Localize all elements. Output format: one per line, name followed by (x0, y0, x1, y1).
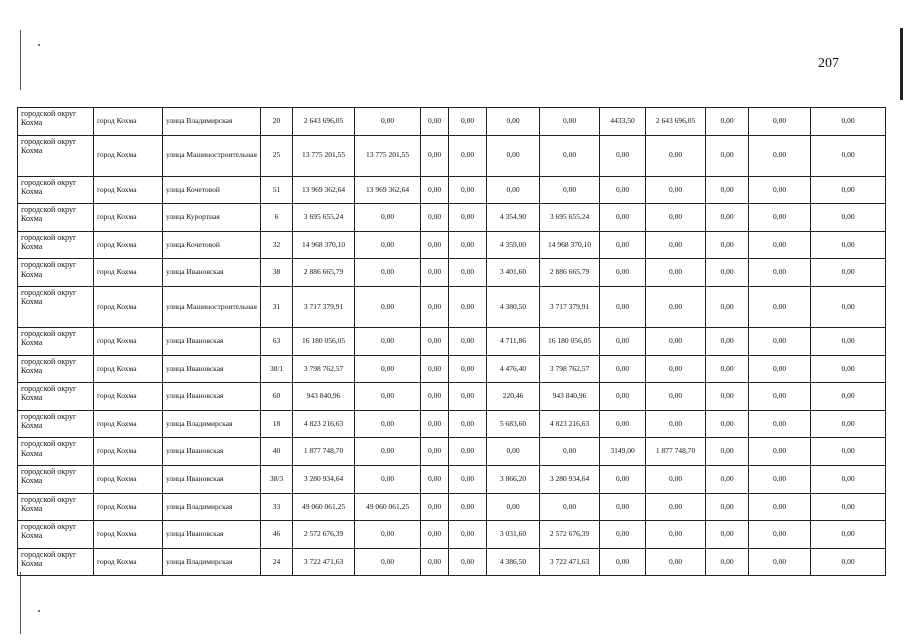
cell-c8: 0,00 (646, 327, 706, 355)
cell-street: улица Ивановская (163, 438, 261, 466)
cell-c3: 0,00 (421, 108, 449, 136)
cell-c5: 5 683,60 (487, 410, 540, 438)
cell-c2: 0,00 (355, 327, 421, 355)
cell-street: улица Ивановская (163, 327, 261, 355)
cell-house: 60 (261, 383, 293, 411)
cell-c6: 0,00 (540, 135, 600, 176)
cell-c8: 0,00 (646, 231, 706, 259)
cell-city: город Кохма (94, 383, 163, 411)
cell-c5: 0,00 (487, 108, 540, 136)
cell-city: город Кохма (94, 355, 163, 383)
cell-house: 33 (261, 493, 293, 521)
cell-c11: 0,00 (811, 410, 886, 438)
cell-c5: 3 401,60 (487, 259, 540, 287)
cell-c4: 0,00 (449, 493, 487, 521)
cell-c4: 0,00 (449, 108, 487, 136)
cell-c2: 0,00 (355, 548, 421, 576)
cell-c11: 0,00 (811, 383, 886, 411)
cell-region: городской округ Кохма (18, 176, 94, 204)
cell-c8: 0,00 (646, 286, 706, 327)
cell-street: улица Владимирская (163, 493, 261, 521)
cell-c4: 0,00 (449, 465, 487, 493)
cell-house: 20 (261, 108, 293, 136)
cell-c4: 0,00 (449, 548, 487, 576)
cell-c5: 220,46 (487, 383, 540, 411)
cell-city: город Кохма (94, 204, 163, 232)
cell-c9: 0,00 (706, 259, 749, 287)
cell-c9: 0,00 (706, 548, 749, 576)
margin-mark-bottom (20, 572, 21, 634)
cell-c6: 0,00 (540, 438, 600, 466)
cell-c6: 3 717 379,91 (540, 286, 600, 327)
table-row (18, 383, 886, 411)
cell-c1: 943 840,96 (293, 383, 355, 411)
cell-street: улица Машиностроительная (163, 135, 261, 176)
cell-c1: 3 722 471,63 (293, 548, 355, 576)
cell-c7: 0,00 (600, 259, 646, 287)
cell-c2: 13 969 362,64 (355, 176, 421, 204)
cell-city: город Кохма (94, 438, 163, 466)
cell-c7: 0,00 (600, 383, 646, 411)
cell-c1: 13 969 362,64 (293, 176, 355, 204)
cell-c11: 0,00 (811, 355, 886, 383)
cell-c9: 0,00 (706, 465, 749, 493)
cell-c3: 0,00 (421, 259, 449, 287)
cell-region: городской округ Кохма (18, 108, 94, 136)
cell-city: город Кохма (94, 108, 163, 136)
cell-c1: 3 280 934,64 (293, 465, 355, 493)
cell-c7: 0,00 (600, 355, 646, 383)
table-row (18, 410, 886, 438)
cell-c6: 3 695 655,24 (540, 204, 600, 232)
cell-c9: 0,00 (706, 383, 749, 411)
cell-c8: 0,00 (646, 410, 706, 438)
cell-c5: 0,00 (487, 493, 540, 521)
cell-city: город Кохма (94, 231, 163, 259)
cell-house: 32 (261, 231, 293, 259)
cell-c7: 3149,00 (600, 438, 646, 466)
cell-c6: 0,00 (540, 176, 600, 204)
cell-c3: 0,00 (421, 135, 449, 176)
cell-street: улица Кочетовой (163, 176, 261, 204)
cell-c7: 0,00 (600, 204, 646, 232)
cell-street: улица Ивановская (163, 383, 261, 411)
cell-c5: 4 380,50 (487, 286, 540, 327)
cell-c10: 0,00 (749, 204, 811, 232)
cell-c5: 4 386,50 (487, 548, 540, 576)
cell-c1: 3 798 762,57 (293, 355, 355, 383)
cell-street: улица Владимирская (163, 108, 261, 136)
cell-c10: 0,00 (749, 410, 811, 438)
cell-c4: 0,00 (449, 355, 487, 383)
cell-street: улица Ивановская (163, 521, 261, 549)
cell-c1: 1 877 748,70 (293, 438, 355, 466)
table-row (18, 259, 886, 287)
table-row (18, 327, 886, 355)
table-row (18, 355, 886, 383)
cell-city: город Кохма (94, 493, 163, 521)
cell-c3: 0,00 (421, 548, 449, 576)
cell-c10: 0,00 (749, 355, 811, 383)
cell-c3: 0,00 (421, 410, 449, 438)
cell-c7: 0,00 (600, 521, 646, 549)
cell-street: улица Курортная (163, 204, 261, 232)
cell-c6: 3 722 471,63 (540, 548, 600, 576)
cell-c2: 0,00 (355, 383, 421, 411)
cell-c7: 4433,50 (600, 108, 646, 136)
margin-mark-top (20, 30, 21, 90)
cell-c8: 0,00 (646, 548, 706, 576)
cell-c8: 0,00 (646, 493, 706, 521)
cell-region: городской округ Кохма (18, 259, 94, 287)
cell-c10: 0,00 (749, 108, 811, 136)
cell-c7: 0,00 (600, 327, 646, 355)
cell-c2: 0,00 (355, 355, 421, 383)
scan-dot (38, 610, 40, 612)
cell-c6: 943 840,96 (540, 383, 600, 411)
cell-c5: 0,00 (487, 438, 540, 466)
table-row (18, 493, 886, 521)
cell-c3: 0,00 (421, 493, 449, 521)
cell-street: улица Кочетовой (163, 231, 261, 259)
cell-c3: 0,00 (421, 383, 449, 411)
cell-c10: 0,00 (749, 259, 811, 287)
cell-house: 24 (261, 548, 293, 576)
cell-c7: 0,00 (600, 176, 646, 204)
cell-c1: 13 775 201,55 (293, 135, 355, 176)
cell-c3: 0,00 (421, 327, 449, 355)
cell-c10: 0,00 (749, 465, 811, 493)
cell-house: 31 (261, 286, 293, 327)
table-row (18, 465, 886, 493)
cell-c1: 16 180 056,05 (293, 327, 355, 355)
housing-repair-table (17, 107, 886, 576)
cell-c9: 0,00 (706, 286, 749, 327)
table-row (18, 108, 886, 136)
cell-c11: 0,00 (811, 286, 886, 327)
cell-c9: 0,00 (706, 135, 749, 176)
cell-c5: 4 354,90 (487, 204, 540, 232)
cell-city: город Кохма (94, 410, 163, 438)
cell-region: городской округ Кохма (18, 327, 94, 355)
cell-c9: 0,00 (706, 176, 749, 204)
cell-c2: 0,00 (355, 204, 421, 232)
cell-c2: 0,00 (355, 259, 421, 287)
cell-c11: 0,00 (811, 176, 886, 204)
cell-region: городской округ Кохма (18, 355, 94, 383)
cell-house: 51 (261, 176, 293, 204)
table-body (18, 108, 886, 576)
table-row (18, 521, 886, 549)
cell-house: 6 (261, 204, 293, 232)
cell-house: 18 (261, 410, 293, 438)
cell-c3: 0,00 (421, 286, 449, 327)
cell-c3: 0,00 (421, 465, 449, 493)
cell-c8: 0,00 (646, 135, 706, 176)
table-row (18, 231, 886, 259)
cell-c5: 3 866,20 (487, 465, 540, 493)
cell-c9: 0,00 (706, 493, 749, 521)
cell-c9: 0,00 (706, 204, 749, 232)
cell-city: город Кохма (94, 548, 163, 576)
table-row (18, 548, 886, 576)
cell-c4: 0,00 (449, 438, 487, 466)
cell-c7: 0,00 (600, 135, 646, 176)
cell-c9: 0,00 (706, 231, 749, 259)
cell-c1: 2 572 676,39 (293, 521, 355, 549)
cell-c10: 0,00 (749, 493, 811, 521)
cell-house: 38/1 (261, 355, 293, 383)
table-row (18, 176, 886, 204)
cell-c6: 0,00 (540, 493, 600, 521)
cell-c6: 14 968 370,10 (540, 231, 600, 259)
cell-c7: 0,00 (600, 465, 646, 493)
cell-c4: 0,00 (449, 327, 487, 355)
cell-c4: 0,00 (449, 231, 487, 259)
cell-city: город Кохма (94, 327, 163, 355)
cell-c6: 16 180 056,05 (540, 327, 600, 355)
cell-c7: 0,00 (600, 410, 646, 438)
cell-c11: 0,00 (811, 521, 886, 549)
cell-c2: 0,00 (355, 231, 421, 259)
cell-c9: 0,00 (706, 355, 749, 383)
cell-c10: 0,00 (749, 521, 811, 549)
cell-house: 63 (261, 327, 293, 355)
cell-c4: 0,00 (449, 204, 487, 232)
cell-c11: 0,00 (811, 259, 886, 287)
cell-region: городской округ Кохма (18, 286, 94, 327)
cell-c7: 0,00 (600, 231, 646, 259)
cell-c2: 0,00 (355, 438, 421, 466)
cell-street: улица Ивановская (163, 259, 261, 287)
cell-c2: 0,00 (355, 521, 421, 549)
cell-region: городской округ Кохма (18, 383, 94, 411)
cell-city: город Кохма (94, 259, 163, 287)
cell-c9: 0,00 (706, 521, 749, 549)
cell-street: улица Ивановская (163, 465, 261, 493)
cell-c1: 2 886 665,79 (293, 259, 355, 287)
cell-c1: 3 717 379,91 (293, 286, 355, 327)
cell-c5: 3 031,60 (487, 521, 540, 549)
cell-c3: 0,00 (421, 231, 449, 259)
cell-c6: 0,00 (540, 108, 600, 136)
cell-c2: 0,00 (355, 108, 421, 136)
cell-c10: 0,00 (749, 548, 811, 576)
cell-c2: 0,00 (355, 286, 421, 327)
cell-c8: 0,00 (646, 383, 706, 411)
cell-region: городской округ Кохма (18, 135, 94, 176)
cell-c4: 0,00 (449, 135, 487, 176)
cell-c8: 0,00 (646, 204, 706, 232)
cell-c10: 0,00 (749, 135, 811, 176)
scan-edge-mark (900, 28, 903, 100)
cell-c8: 2 643 696,05 (646, 108, 706, 136)
table-row (18, 286, 886, 327)
cell-c11: 0,00 (811, 108, 886, 136)
cell-c1: 3 695 655,24 (293, 204, 355, 232)
cell-house: 38/3 (261, 465, 293, 493)
cell-region: городской округ Кохма (18, 548, 94, 576)
cell-c8: 0,00 (646, 259, 706, 287)
cell-street: улица Ивановская (163, 355, 261, 383)
cell-city: город Кохма (94, 465, 163, 493)
cell-c5: 0,00 (487, 176, 540, 204)
cell-c7: 0,00 (600, 493, 646, 521)
cell-c11: 0,00 (811, 548, 886, 576)
cell-c8: 0,00 (646, 521, 706, 549)
cell-city: город Кохма (94, 286, 163, 327)
cell-city: город Кохма (94, 521, 163, 549)
cell-c5: 4 359,00 (487, 231, 540, 259)
cell-street: улица Машиностроительная (163, 286, 261, 327)
cell-c9: 0,00 (706, 327, 749, 355)
cell-c11: 0,00 (811, 204, 886, 232)
cell-c3: 0,00 (421, 355, 449, 383)
cell-c1: 2 643 696,05 (293, 108, 355, 136)
cell-region: городской округ Кохма (18, 204, 94, 232)
table-row (18, 135, 886, 176)
cell-c2: 13 775 201,55 (355, 135, 421, 176)
cell-c1: 49 060 061,25 (293, 493, 355, 521)
cell-region: городской округ Кохма (18, 521, 94, 549)
cell-c2: 49 060 061,25 (355, 493, 421, 521)
cell-c9: 0,00 (706, 108, 749, 136)
cell-c9: 0,00 (706, 410, 749, 438)
cell-c3: 0,00 (421, 204, 449, 232)
cell-region: городской округ Кохма (18, 438, 94, 466)
cell-c3: 0,00 (421, 438, 449, 466)
scan-dot (38, 44, 40, 46)
cell-c8: 0,00 (646, 355, 706, 383)
cell-c4: 0,00 (449, 259, 487, 287)
page-number: 207 (818, 56, 839, 71)
cell-c4: 0,00 (449, 176, 487, 204)
cell-c4: 0,00 (449, 286, 487, 327)
cell-c6: 3 280 934,64 (540, 465, 600, 493)
cell-c6: 3 798 762,57 (540, 355, 600, 383)
cell-c1: 4 823 216,63 (293, 410, 355, 438)
cell-region: городской округ Кохма (18, 410, 94, 438)
cell-c6: 2 572 676,39 (540, 521, 600, 549)
cell-c11: 0,00 (811, 327, 886, 355)
cell-city: город Кохма (94, 176, 163, 204)
cell-c4: 0,00 (449, 383, 487, 411)
cell-house: 46 (261, 521, 293, 549)
cell-c1: 14 968 370,10 (293, 231, 355, 259)
cell-c11: 0,00 (811, 493, 886, 521)
cell-street: улица Владимирская (163, 410, 261, 438)
cell-c4: 0,00 (449, 521, 487, 549)
cell-c2: 0,00 (355, 465, 421, 493)
cell-c8: 0,00 (646, 176, 706, 204)
table-row (18, 438, 886, 466)
cell-c8: 0,00 (646, 465, 706, 493)
cell-c10: 0,00 (749, 438, 811, 466)
cell-c11: 0,00 (811, 231, 886, 259)
cell-c3: 0,00 (421, 176, 449, 204)
cell-c11: 0,00 (811, 135, 886, 176)
cell-c10: 0,00 (749, 383, 811, 411)
cell-region: городской округ Кохма (18, 231, 94, 259)
cell-c11: 0,00 (811, 465, 886, 493)
cell-c7: 0,00 (600, 548, 646, 576)
cell-house: 38 (261, 259, 293, 287)
cell-c2: 0,00 (355, 410, 421, 438)
cell-c3: 0,00 (421, 521, 449, 549)
cell-street: улица Владимирская (163, 548, 261, 576)
cell-c10: 0,00 (749, 231, 811, 259)
cell-house: 40 (261, 438, 293, 466)
cell-c9: 0,00 (706, 438, 749, 466)
cell-c10: 0,00 (749, 176, 811, 204)
cell-region: городской округ Кохма (18, 493, 94, 521)
cell-c6: 2 886 665,79 (540, 259, 600, 287)
cell-c5: 4 711,86 (487, 327, 540, 355)
cell-house: 25 (261, 135, 293, 176)
cell-c5: 0,00 (487, 135, 540, 176)
cell-c10: 0,00 (749, 286, 811, 327)
table-row (18, 204, 886, 232)
cell-c6: 4 823 216,63 (540, 410, 600, 438)
cell-c11: 0,00 (811, 438, 886, 466)
cell-region: городской округ Кохма (18, 465, 94, 493)
cell-c7: 0,00 (600, 286, 646, 327)
cell-c4: 0,00 (449, 410, 487, 438)
cell-c10: 0,00 (749, 327, 811, 355)
cell-city: город Кохма (94, 135, 163, 176)
cell-c8: 1 877 748,70 (646, 438, 706, 466)
cell-c5: 4 476,40 (487, 355, 540, 383)
